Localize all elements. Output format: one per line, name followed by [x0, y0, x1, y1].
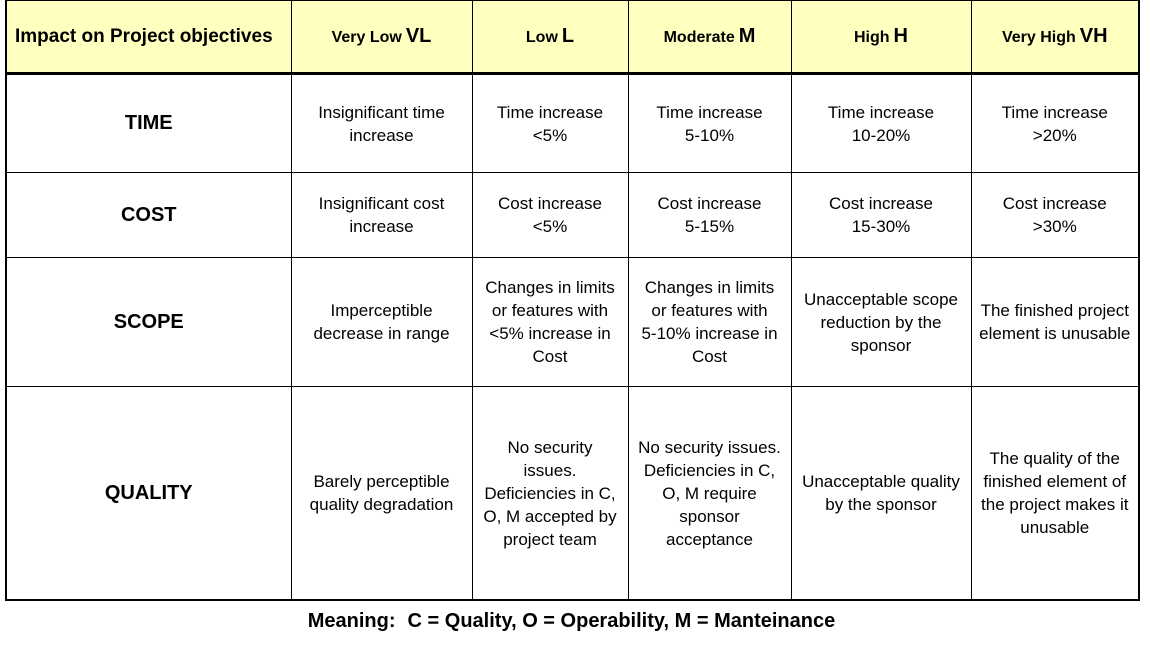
impact-cell — [971, 387, 1139, 601]
cell-line: The quality of the — [989, 449, 1120, 468]
impact-cell — [291, 74, 472, 173]
cell-line: 10-20% — [851, 125, 911, 145]
level-abbr: VL — [405, 25, 432, 47]
legend-label: Meaning: — [307, 610, 396, 632]
level-word: Very Low — [331, 29, 402, 46]
table-row-scope — [6, 258, 1139, 387]
row-label-cost: COST — [6, 173, 291, 258]
impact-cell — [791, 173, 971, 258]
header-impact-objectives: Impact on Project objectives — [6, 1, 291, 74]
cell-line: increase — [349, 125, 414, 145]
cell-line: 15-30% — [851, 217, 911, 236]
level-word: Low — [525, 29, 558, 46]
impact-cell — [791, 258, 971, 387]
impact-cell — [971, 74, 1139, 173]
level-abbr: L — [561, 25, 575, 47]
cell-line: Unacceptable scope — [803, 289, 959, 309]
cell-line: unusable — [1020, 518, 1090, 537]
level-word: Moderate — [663, 29, 735, 46]
header-level-low — [472, 1, 628, 74]
cell-line: Changes in limits — [485, 278, 615, 297]
cell-line: quality degradation — [309, 495, 454, 514]
cell-line: The finished project — [980, 301, 1129, 320]
cell-line: Time increase — [1001, 102, 1108, 122]
cell-line: Changes in limits — [644, 278, 775, 297]
cell-line: No security — [507, 437, 593, 457]
legend-meaning — [0, 610, 1143, 633]
header-level-very-low — [291, 1, 472, 74]
header-row — [6, 1, 1139, 74]
cell-line: project team — [503, 529, 597, 549]
impact-cell — [472, 74, 628, 173]
table-row-time — [6, 74, 1139, 173]
cell-line: Cost increase — [657, 194, 762, 213]
cell-line: element is unusable — [979, 324, 1131, 343]
cell-line: reduction by the — [820, 312, 942, 332]
cell-line: O, M require — [662, 483, 757, 503]
cell-line: 5-10% increase in — [641, 324, 778, 343]
impact-cell — [628, 74, 791, 173]
cell-line: acceptance — [666, 529, 753, 549]
cell-line: <5% — [532, 217, 568, 236]
cell-line: the project makes it — [981, 495, 1129, 514]
impact-cell — [628, 258, 791, 387]
cell-line: >30% — [1032, 217, 1077, 236]
cell-line: O, M accepted by — [483, 506, 617, 526]
cell-line: Cost — [532, 347, 568, 366]
cell-line: finished element of — [983, 472, 1127, 491]
row-label-quality: QUALITY — [6, 387, 291, 601]
cell-line: Cost increase — [1002, 194, 1107, 213]
impact-cell — [628, 173, 791, 258]
cell-line: by the sponsor — [825, 495, 937, 514]
cell-line: Time increase — [496, 102, 604, 122]
cell-line: 5-10% — [684, 125, 735, 145]
impact-cell — [291, 173, 472, 258]
cell-line: decrease in range — [313, 324, 450, 343]
impact-cell — [971, 173, 1139, 258]
header-level-very-high — [971, 1, 1139, 74]
header-level-high — [791, 1, 971, 74]
cell-line: >20% — [1032, 125, 1077, 145]
cell-line: Cost increase — [829, 194, 933, 213]
cell-line: or features with — [491, 301, 609, 320]
cell-line: Deficiencies in C, — [484, 483, 616, 503]
cell-line: Time increase — [656, 102, 763, 122]
cell-line: sponsor — [679, 506, 740, 526]
level-word: High — [854, 29, 890, 46]
cell-line: 5-15% — [684, 217, 735, 236]
cell-line: Unacceptable quality — [802, 472, 960, 491]
level-abbr: M — [738, 25, 756, 47]
cell-line: increase — [349, 217, 414, 236]
level-abbr: H — [893, 25, 908, 47]
impact-cell — [291, 258, 472, 387]
cell-line: issues. — [523, 460, 577, 480]
cell-line: Deficiencies in C, — [643, 460, 776, 480]
cell-line: sponsor — [850, 335, 912, 355]
impact-cell — [791, 74, 971, 173]
impact-cell — [971, 258, 1139, 387]
table-row-cost — [6, 173, 1139, 258]
impact-matrix-table — [5, 0, 1140, 601]
table-row-quality — [6, 387, 1139, 601]
level-abbr: VH — [1079, 25, 1108, 47]
header-level-moderate — [628, 1, 791, 74]
cell-line: Imperceptible — [330, 301, 433, 320]
row-label-time: TIME — [6, 74, 291, 173]
cell-line: Time increase — [827, 102, 935, 122]
impact-cell — [472, 173, 628, 258]
cell-line: <5% increase in — [489, 324, 611, 343]
cell-line: Insignificant time — [318, 102, 445, 122]
cell-line: Cost increase — [498, 194, 602, 213]
cell-line: or features with — [651, 301, 768, 320]
legend-text: C = Quality, O = Operability, M = Manteinance — [407, 610, 836, 632]
impact-cell — [628, 387, 791, 601]
impact-cell — [472, 387, 628, 601]
impact-cell — [791, 387, 971, 601]
cell-line: Cost — [692, 347, 727, 366]
impact-cell — [291, 387, 472, 601]
impact-cell — [472, 258, 628, 387]
cell-line: No security issues. — [638, 437, 781, 457]
cell-line: Insignificant cost — [318, 194, 445, 213]
row-label-scope: SCOPE — [6, 258, 291, 387]
cell-line: <5% — [532, 125, 568, 145]
cell-line: Barely perceptible — [313, 472, 450, 491]
level-word: Very High — [1001, 29, 1076, 46]
matrix-body — [6, 74, 1139, 601]
